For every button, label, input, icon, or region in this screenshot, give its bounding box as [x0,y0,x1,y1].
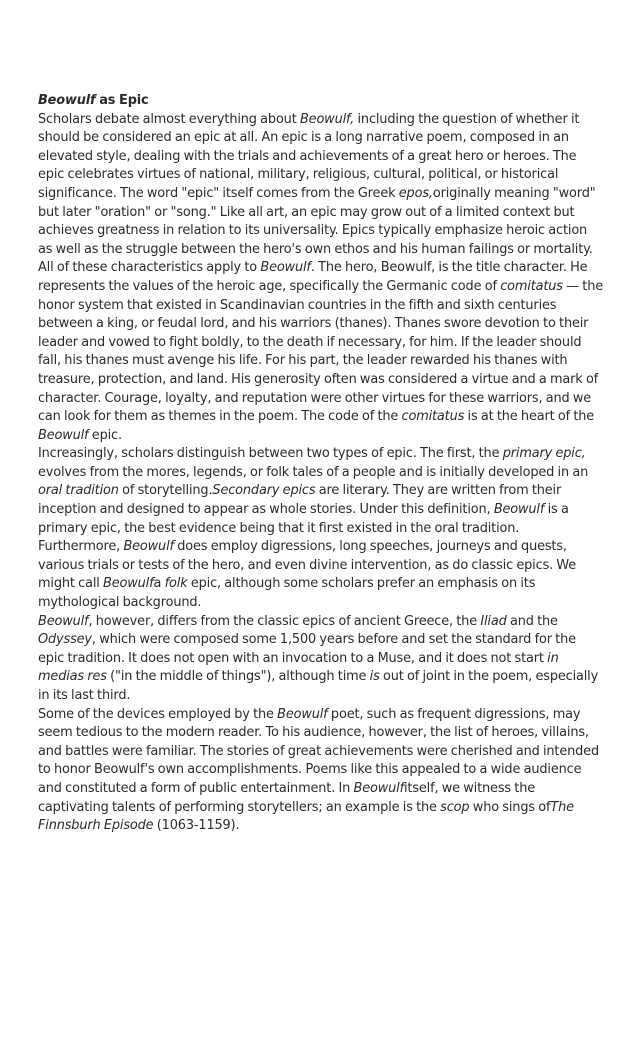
p3-italic: oral tradition [38,483,119,499]
p3-text: Increasingly, scholars distinguish between two types of epic. The first, the [38,446,503,462]
p5-text: itself, we witness the captivating talents of performing storytellers; an example is the [38,780,536,815]
p2-text: All of these characteristics apply to [38,260,261,276]
p3-text: is a primary epic, the best evidence being that it first existed in the oral tradition. Furthermore, [38,502,569,555]
p3-italic: primary epic, [502,446,586,462]
p3-italic: folk [164,576,188,592]
p5-italic: Beowulf [277,706,328,722]
p1-text: originally meaning "word" but later "oration" or "song." Like all art, an epic may grow out of a limited context but achieves greatness in relation to its universality. Epics typically emphasize heroic action as well as the struggle between the hero's own ethos and his human failings or mortality. [38,185,596,257]
heading-title-italic: Beowulf [38,93,96,108]
p4-italic: Iliad [480,613,507,629]
p3-text: of storytelling. [118,483,213,499]
p5-text: (1063-1159). [153,818,240,834]
document-page [38,92,604,836]
p5-text: Some of the devices employed by the [38,706,278,722]
paragraph-1 [38,111,604,260]
p3-text: a [153,576,165,592]
paragraph-2 [38,259,604,445]
p4-text: , which were composed some 1,500 years before and set the standard for the epic tradition. It does not open with an invocation to a Muse, and it does not start [38,632,576,666]
p3-italic: Beowulf [103,576,154,592]
p5-italic: Beowulf [353,780,404,796]
section-heading [38,92,604,111]
p3-italic: Secondary epics [212,483,316,499]
p2-italic: comitatus [500,278,563,294]
p2-text: epic. [88,427,122,443]
p5-italic: The Finnsburh Episode [38,799,574,834]
p3-text: epic, although some scholars prefer an emphasis on its mythological background. [38,576,536,611]
p2-text: . The hero, Beowulf, is the title character. He represents the values of the heroic age, specifically the Germanic code of [38,260,588,294]
p4-italic: is [369,669,380,685]
p3-text: evolves from the mores, legends, or folk tales of a people and is initially developed in an [38,464,589,480]
p4-text: , however, differs from the classic epics of ancient Greece, the [88,613,481,629]
p3-italic: Beowulf [123,539,174,555]
p1-italic: epos, [398,185,433,201]
p2-text: is at the heart of the [464,409,595,425]
p5-italic: scop [440,799,470,815]
p5-text: poet, such as frequent digressions, may seem tedious to the modern reader. To his audience, however, the list of heroes, villains, and battles were familiar. The stories of great achievements were cherished and intended to honor Beowulf's own accomplishments. Poems like this appealed to a wide audience and constituted a form of public entertainment. In [38,706,599,796]
p4-text: and the [506,613,558,629]
p3-italic: Beowulf [493,502,545,518]
p3-text: are literary. They are written from their inception and designed to appear as whole stories. Under this definition, [38,483,562,518]
p2-italic: Beowulf [260,260,311,276]
p2-text: — the honor system that existed in Scandinavian countries in the fifth and sixth centuries between a king, or feudal lord, and his warriors (thanes). Thanes swore devotion to their leader and vowed to fight boldly, to the death if necessary, for him. If the leader should fall, his thanes must avenge his life. For his part, the leader rewarded his thanes with treasure, protection, and land. His generosity often was considered a virtue and a mark of character. Courage, loyalty, and reputation were other virtues for these warriors, and we can look for them as themes in the poem. The code of the [38,278,604,425]
p4-italic: Odyssey [38,632,92,648]
heading-title-rest: as Epic [95,93,149,108]
p1-text: Scholars debate almost everything about [38,111,300,127]
p2-italic: Beowulf [38,427,89,443]
p3-text: does employ digressions, long speeches, journeys and quests, various trials or tests of the hero, and even divine intervention, as do classic epics. We might call [38,539,577,592]
p4-italic: Beowulf [38,613,89,629]
p4-text: out of joint in the poem, especially in its last third. [38,669,599,703]
paragraph-3 [38,445,604,612]
p1-italic: Beowulf, [299,111,355,127]
paragraph-4 [38,613,604,706]
p1-text: including the question of whether it should be considered an epic at all. An epic is a long narrative poem, composed in an elevated style, dealing with the trials and achievements of a great hero or heroes. The epic celebrates virtues of national, military, religious, cultural, political, or historical significance. The word "epic" itself comes from the Greek [38,111,580,201]
p2-italic: comitatus [401,409,465,425]
p4-italic: in medias res [38,650,559,685]
p5-text: who sings of [469,799,551,815]
paragraph-5 [38,706,604,836]
p4-text: ("in the middle of things"), although time [106,669,370,685]
